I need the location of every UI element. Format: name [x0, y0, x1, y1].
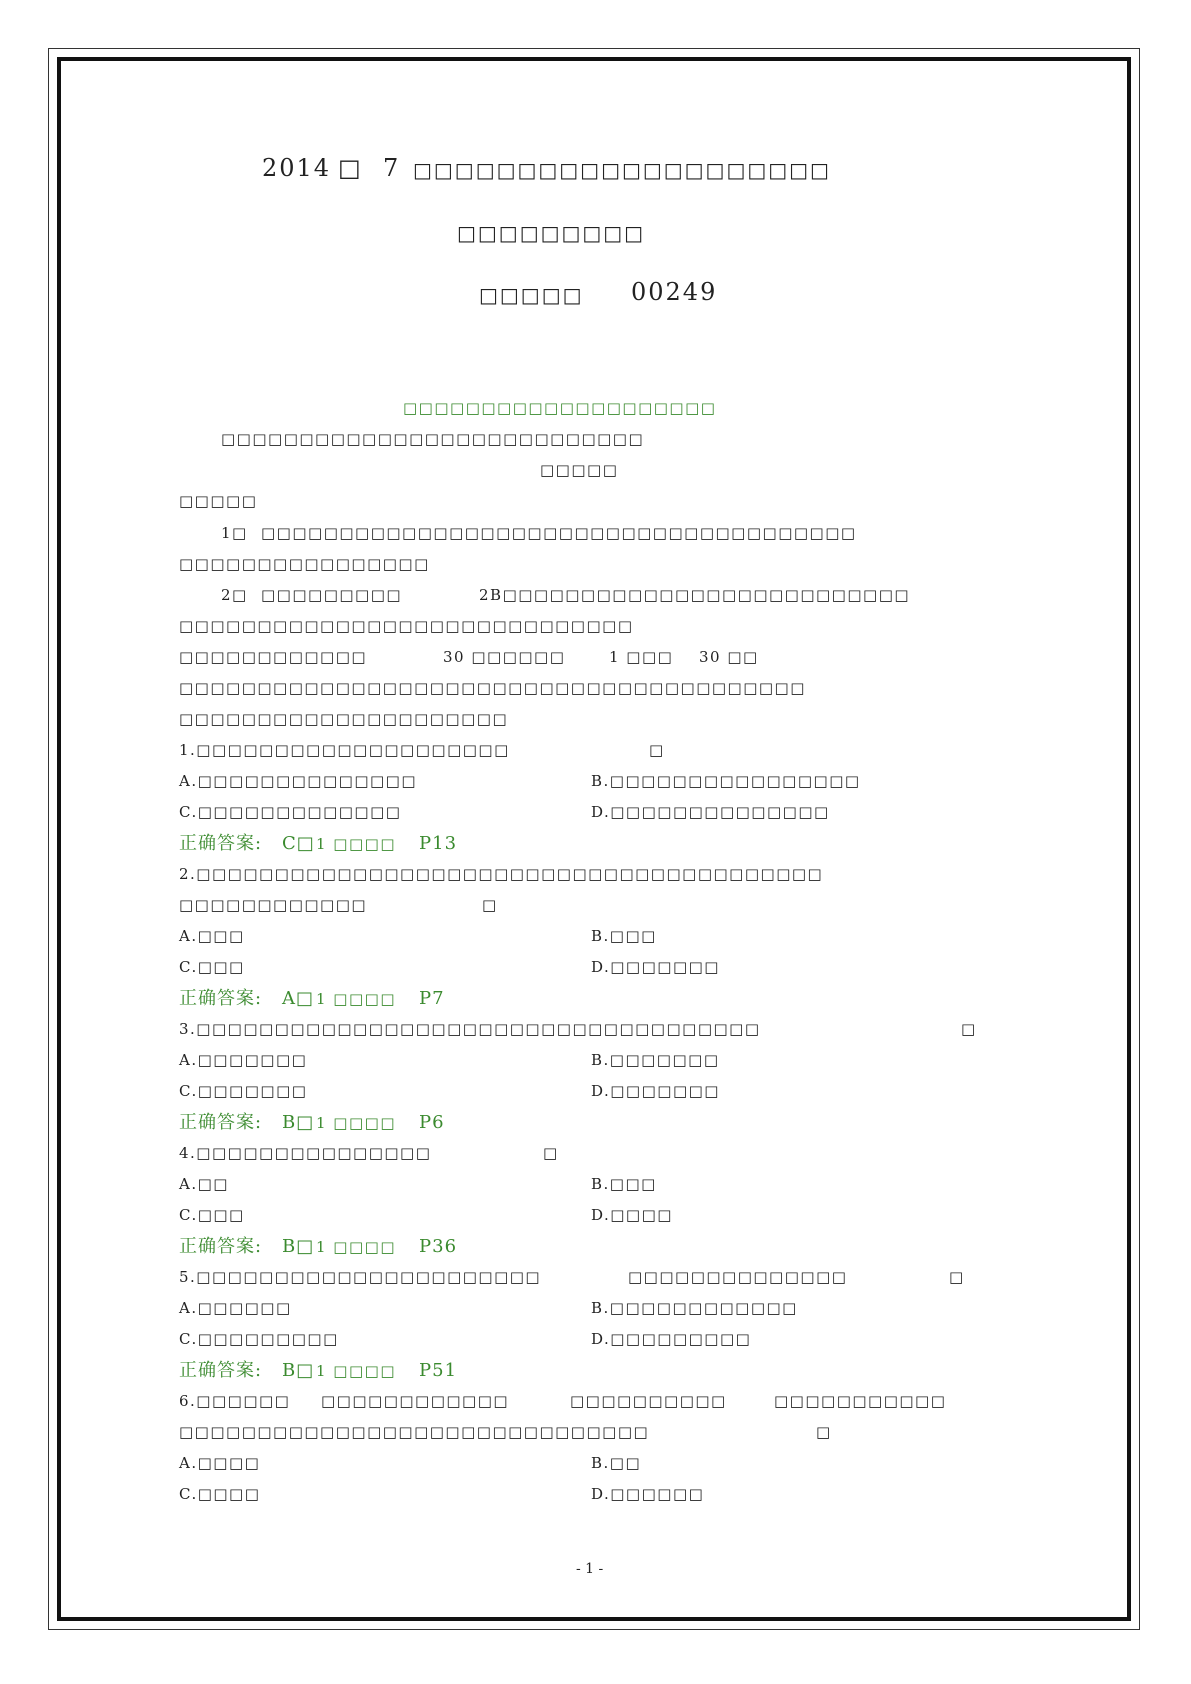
question-6-option-a: A.□□□□: [179, 1454, 261, 1472]
question-4-option-a: A.□□: [179, 1175, 229, 1193]
question-5-answer-label: 正确答案:: [179, 1360, 263, 1381]
question-2-points: 1 □□□□: [316, 990, 397, 1008]
question-6-option-c: C.□□□□: [179, 1485, 261, 1503]
exam-year: 2014: [262, 154, 332, 182]
question-2-stem-2: □□□□□□□□□□□□: [179, 896, 368, 914]
question-5-option-d: D.□□□□□□□□□: [591, 1330, 752, 1348]
question-6-stem-c: □□□□□□□□□□: [570, 1392, 727, 1410]
exam-subtitle: □□□□□□□□□: [457, 221, 646, 245]
notice-item-2-number: 2□: [221, 586, 248, 604]
question-2-answer: A□: [282, 988, 315, 1009]
question-1-stem: 1.□□□□□□□□□□□□□□□□□□□□: [179, 741, 510, 759]
section-1-header-c: 1 □□□: [609, 648, 674, 666]
question-4-option-d: D.□□□□: [591, 1206, 673, 1224]
question-1-points: 1 □□□□: [316, 835, 397, 853]
question-4-paren: □: [543, 1144, 559, 1162]
notice-line-2: □□□□□: [540, 461, 619, 479]
notice-item-1-cont: □□□□□□□□□□□□□□□□: [179, 555, 430, 573]
question-5-option-a: A.□□□□□□: [179, 1299, 292, 1317]
question-2-answer-label: 正确答案:: [179, 988, 263, 1009]
question-2-option-b: B.□□□: [591, 927, 657, 945]
question-4-points: 1 □□□□: [316, 1238, 397, 1256]
question-2-paren: □: [482, 896, 498, 914]
section-1-header-b: 30 □□□□□□: [443, 648, 566, 666]
section-1-header-a: □□□□□□□□□□□□: [179, 648, 368, 666]
question-5-points: 1 □□□□: [316, 1362, 397, 1380]
question-5-answer: B□: [282, 1360, 315, 1381]
question-6-stem-b: □□□□□□□□□□□□: [321, 1392, 510, 1410]
question-6-option-b: B.□□: [591, 1454, 642, 1472]
question-1-option-d: D.□□□□□□□□□□□□□□: [591, 803, 830, 821]
question-4-answer: B□: [282, 1236, 315, 1257]
question-3-option-a: A.□□□□□□□: [179, 1051, 308, 1069]
question-2-page: P7: [419, 988, 445, 1009]
question-1-answer-label: 正确答案:: [179, 833, 263, 854]
page-number: - 1 -: [576, 1561, 604, 1577]
question-5-option-b: B.□□□□□□□□□□□□: [591, 1299, 798, 1317]
question-3-paren: □: [961, 1020, 977, 1038]
question-2-option-a: A.□□□: [179, 927, 245, 945]
exam-title: □□□□□□□□□□□□□□□□□□□□: [413, 158, 831, 182]
question-5-option-c: C.□□□□□□□□□: [179, 1330, 339, 1348]
notice-item-2-a: □□□□□□□□□: [261, 586, 403, 604]
exam-year-mark: □: [338, 154, 363, 182]
question-4-stem: 4.□□□□□□□□□□□□□□□: [179, 1144, 432, 1162]
question-6-stem-2: □□□□□□□□□□□□□□□□□□□□□□□□□□□□□□: [179, 1423, 650, 1441]
question-1-option-b: B.□□□□□□□□□□□□□□□□: [591, 772, 861, 790]
notice-item-1: □□□□□□□□□□□□□□□□□□□□□□□□□□□□□□□□□□□□□□: [261, 524, 857, 542]
question-6-stem-d: □□□□□□□□□□□: [774, 1392, 947, 1410]
section-1-header-d: 30 □□: [699, 648, 759, 666]
notice-item-1-number: 1□: [221, 524, 248, 542]
notice-item-2-b: 2B□□□□□□□□□□□□□□□□□□□□□□□□□□: [479, 586, 911, 604]
question-6-option-d: D.□□□□□□: [591, 1485, 705, 1503]
question-6-paren: □: [816, 1423, 832, 1441]
question-5-page: P51: [419, 1360, 458, 1381]
question-1-page: P13: [419, 833, 458, 854]
notice-green-line: □□□□□□□□□□□□□□□□□□□□: [403, 399, 717, 417]
course-code-label: □□□□□: [479, 283, 584, 307]
notice-item-2-cont: □□□□□□□□□□□□□□□□□□□□□□□□□□□□□: [179, 617, 634, 635]
question-3-answer: B□: [282, 1112, 315, 1133]
notice-line-1: □□□□□□□□□□□□□□□□□□□□□□□□□□□: [221, 430, 645, 448]
question-1-answer: C□: [282, 833, 315, 854]
question-3-option-c: C.□□□□□□□: [179, 1082, 308, 1100]
question-5-stem: 5.□□□□□□□□□□□□□□□□□□□□□□: [179, 1268, 542, 1286]
question-4-option-b: B.□□□: [591, 1175, 657, 1193]
question-2-option-d: D.□□□□□□□: [591, 958, 720, 976]
question-2-stem: 2.□□□□□□□□□□□□□□□□□□□□□□□□□□□□□□□□□□□□□□□□: [179, 865, 824, 883]
question-1-option-c: C.□□□□□□□□□□□□□: [179, 803, 402, 821]
question-5-paren: □: [949, 1268, 965, 1286]
question-3-option-d: D.□□□□□□□: [591, 1082, 720, 1100]
question-3-page: P6: [419, 1112, 445, 1133]
question-4-answer-label: 正确答案:: [179, 1236, 263, 1257]
question-3-points: 1 □□□□: [316, 1114, 397, 1132]
question-3-stem: 3.□□□□□□□□□□□□□□□□□□□□□□□□□□□□□□□□□□□□: [179, 1020, 761, 1038]
question-6-stem: 6.□□□□□□: [179, 1392, 291, 1410]
question-3-option-b: B.□□□□□□□: [591, 1051, 720, 1069]
notice-line-3: □□□□□: [179, 492, 258, 510]
section-1-line-3: □□□□□□□□□□□□□□□□□□□□□: [179, 710, 509, 728]
question-1-option-a: A.□□□□□□□□□□□□□□: [179, 772, 418, 790]
question-2-option-c: C.□□□: [179, 958, 245, 976]
section-1-line-2: □□□□□□□□□□□□□□□□□□□□□□□□□□□□□□□□□□□□□□□□: [179, 679, 806, 697]
exam-month: 7: [383, 154, 401, 182]
question-4-page: P36: [419, 1236, 458, 1257]
question-5-stem-mid: □□□□□□□□□□□□□□: [628, 1268, 848, 1286]
question-1-paren: □: [649, 741, 665, 759]
question-3-answer-label: 正确答案:: [179, 1112, 263, 1133]
question-4-option-c: C.□□□: [179, 1206, 245, 1224]
course-code: 00249: [631, 278, 718, 306]
